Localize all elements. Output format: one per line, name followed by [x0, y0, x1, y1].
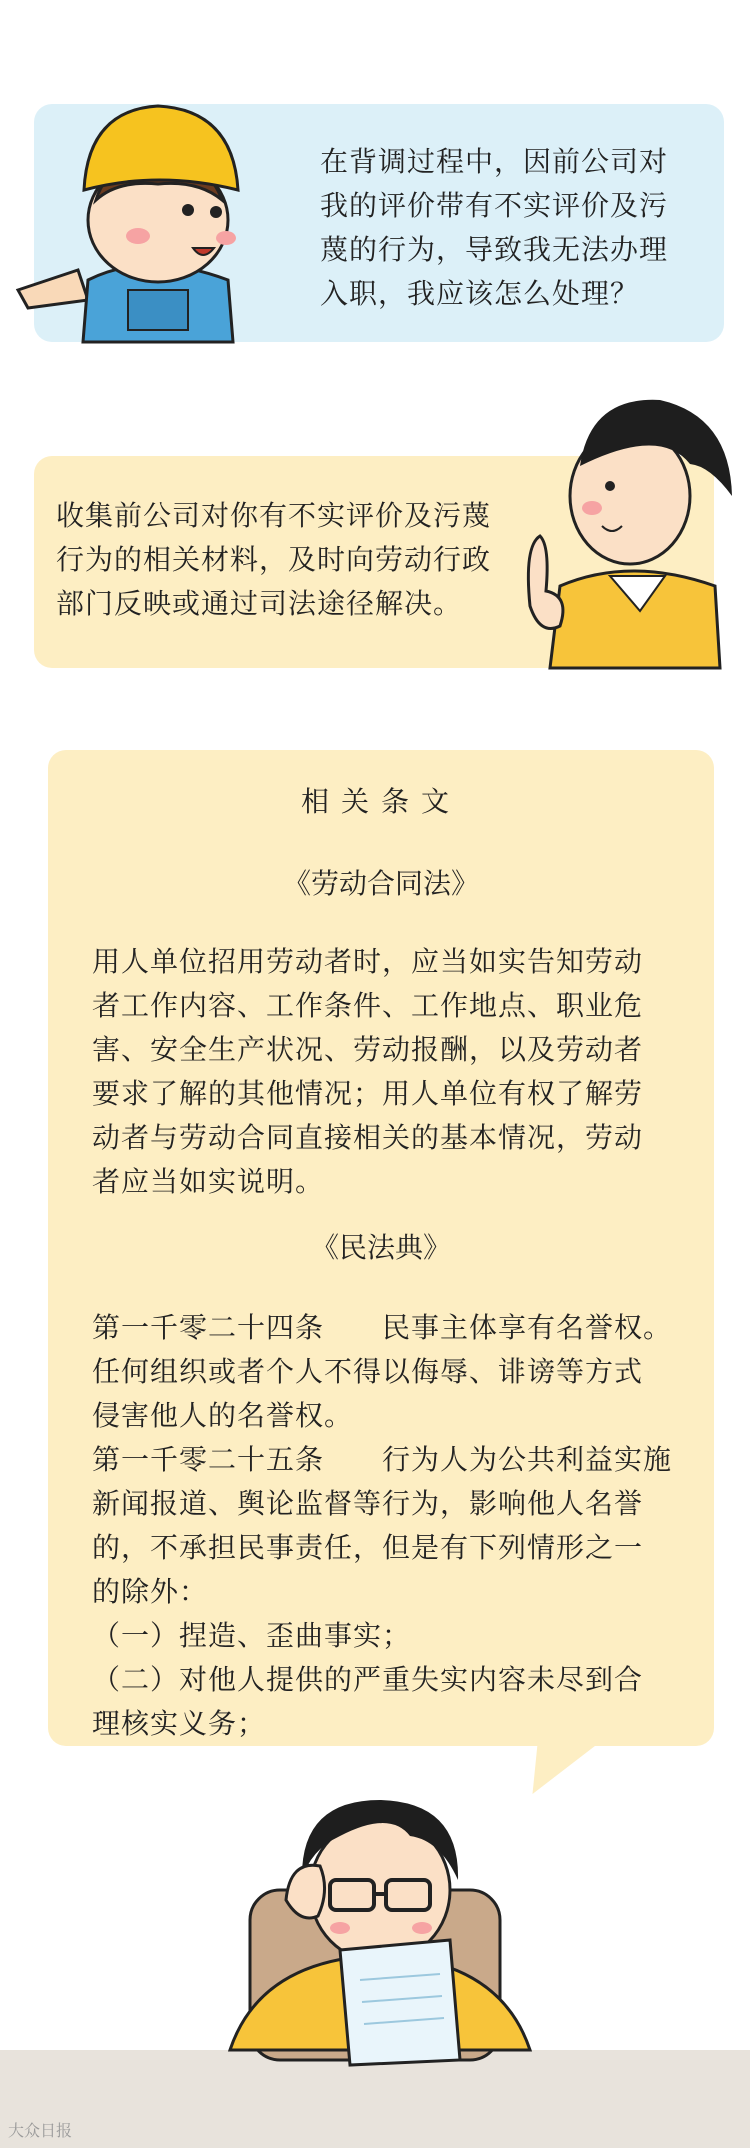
law-line: 害、安全生产状况、劳动报酬，以及劳动者: [92, 1033, 644, 1066]
law-line: 者应当如实说明。: [92, 1165, 325, 1198]
worker-illustration: [8, 80, 308, 350]
law-line: 者工作内容、工作条件、工作地点、职业危: [92, 989, 644, 1022]
civil-code-title: 《民法典》: [310, 1231, 451, 1264]
answer-line: 行为的相关材料，及时向劳动行政: [56, 543, 492, 576]
law-line: 侵害他人的名誉权。: [92, 1399, 354, 1432]
watermark: 大众日报: [8, 2121, 73, 2140]
reader-illustration: [190, 1740, 570, 2070]
labor-contract-law-title: 《劳动合同法》: [282, 867, 479, 900]
law-line: 用人单位招用劳动者时，应当如实告知劳动: [92, 945, 644, 978]
answer-text: [56, 494, 536, 626]
answer-line: 收集前公司对你有不实评价及污蔑: [56, 499, 492, 532]
law-line: 的除外：: [92, 1575, 209, 1608]
question-line: 入职，我应该怎么处理？: [320, 277, 640, 310]
question-text: [320, 140, 700, 316]
answer-line: 部门反映或通过司法途径解决。: [56, 587, 463, 620]
law-line: （一）捏造、歪曲事实；: [92, 1619, 412, 1652]
law-line: 动者与劳动合同直接相关的基本情况，劳动: [92, 1121, 644, 1154]
law-line: 新闻报道、舆论监督等行为，影响他人名誉: [92, 1487, 644, 1520]
law-line: 第一千零二十四条 民事主体享有名誉权。: [92, 1311, 673, 1344]
lawyer-illustration: [510, 386, 750, 676]
law-line: 理核实义务；: [92, 1707, 267, 1740]
law-section-title: 相关条文: [300, 785, 461, 818]
law-line: （二）对他人提供的严重失实内容未尽到合: [92, 1663, 644, 1696]
law-line: 要求了解的其他情况；用人单位有权了解劳: [92, 1077, 644, 1110]
question-line: 蔑的行为，导致我无法办理: [320, 233, 669, 266]
question-line: 在背调过程中，因前公司对: [320, 145, 669, 178]
civil-code-text: [92, 1306, 682, 1746]
law-line: 第一千零二十五条 行为人为公共利益实施: [92, 1443, 673, 1476]
law-line: 的，不承担民事责任，但是有下列情形之一: [92, 1531, 644, 1564]
law-line: 任何组织或者个人不得以侮辱、诽谤等方式: [92, 1355, 644, 1388]
labor-contract-law-text: [92, 940, 682, 1204]
question-line: 我的评价带有不实评价及污: [320, 189, 669, 222]
